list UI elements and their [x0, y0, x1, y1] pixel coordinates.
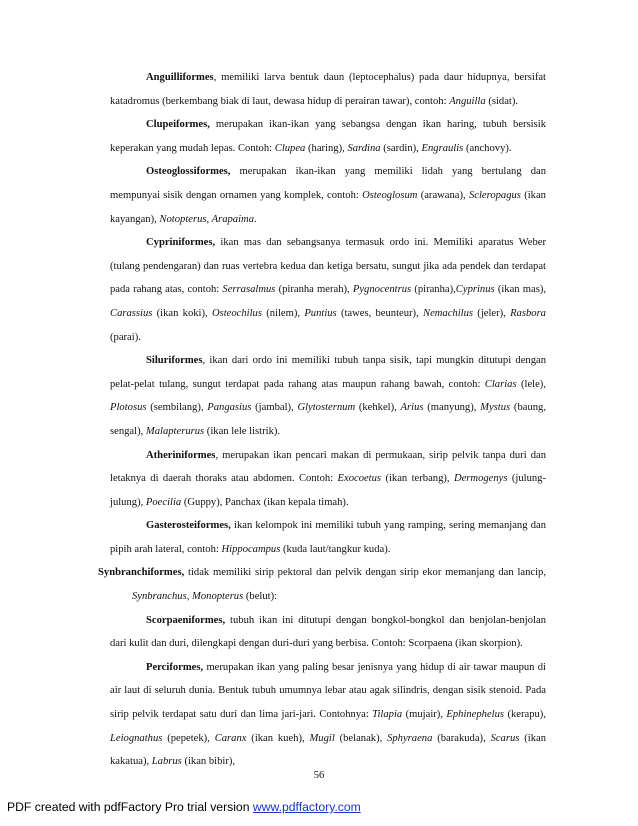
species-name: Nemachilus [423, 307, 474, 319]
order-name: Clupeiformes, [146, 119, 210, 131]
text-run: merupakan ikan-ikan yang sebangsa dengan ikan haring, tubuh bersisik keperakan yang mudah lepas. Contoh: [110, 119, 546, 154]
text-run: (parai). [110, 331, 141, 343]
text-run: (belanak), [334, 732, 388, 744]
text-run: (ikan bibir), [181, 756, 236, 768]
order-name: Perciformes, [146, 661, 204, 673]
species-name: Tilapia [372, 709, 403, 721]
text-run: (tawes, beunteur), [336, 307, 423, 319]
text-run: , memiliki larva bentuk daun (leptocephalus) pada daur hidupnya, bersifat katadromus (berkembang biak di laut, dewasa hidup di perairan tawar), contoh: [110, 72, 546, 107]
species-name: Clupea [274, 142, 306, 154]
text-run: (ikan koki), [152, 307, 212, 319]
order-name: Anguilliformes [146, 72, 214, 83]
text-run: (sardin), [380, 142, 422, 154]
text-run: (manyung), [423, 402, 481, 414]
body-text [98, 66, 547, 774]
text-run: , ikan dari ordo ini memiliki tubuh tanpa sisik, tapi mungkin ditutupi dengan pelat-pelat tulang, sungut terdapat pada rahang atas maupun rahang bawah, contoh: [110, 355, 546, 390]
text-run: . [254, 213, 257, 225]
text-run: (ikan kayangan), [110, 189, 546, 225]
order-name: Siluriformes [146, 355, 203, 367]
species-name: Notopterus, Arapaima [159, 213, 254, 225]
order-name: Atheriniformes [146, 449, 216, 461]
species-name: Engraulis [421, 142, 464, 154]
species-name: Osteochilus [211, 307, 262, 319]
text-run: ikan kelompok ini memiliki tubuh yang ramping, sering memanjang dan pipih arah lateral, contoh: [110, 520, 546, 555]
text-run: (sembilang), [146, 402, 208, 414]
text-run: (kehkel), [355, 402, 401, 414]
species-name: Dermogenys [453, 473, 508, 485]
page-number: 56 [313, 770, 325, 781]
text-run: (baung, sengal), [110, 402, 546, 437]
species-name: Exocoetus [337, 473, 382, 485]
text-run: (ikan kueh), [246, 732, 310, 744]
order-name: Cypriniformes, [146, 237, 216, 249]
paragraph [110, 160, 546, 231]
paragraph [110, 349, 546, 443]
text-run: merupakan ikan yang paling besar jenisnya yang hidup di air tawar maupun di air laut di seluruh dunia. Bentuk tubuh umumnya lebar atau agak silindris, dengan sisik stenoid. Pada sirip pelvik terdapat satu duri dan lima jari-jari. Contohnya: [110, 661, 546, 721]
species-name: Hippocampus [221, 543, 281, 555]
paragraph [110, 444, 546, 515]
pdf-footer [7, 800, 361, 814]
species-name: Carassius [110, 307, 153, 319]
species-name: Sardina [347, 142, 381, 154]
order-name: Synbranchiformes, [98, 567, 185, 579]
footer-link[interactable]: www.pdffactory.com [252, 800, 361, 814]
species-name: Cyprinus [455, 284, 495, 296]
text-run: (Guppy), Panchax (ikan kepala timah). [181, 496, 349, 508]
text-run: (kerapu), [504, 709, 546, 721]
species-name: Scleropagus [468, 189, 521, 201]
text-run: (lele), [516, 378, 546, 390]
species-name: Malapterurus [145, 425, 205, 437]
text-run: (piranha merah), [275, 284, 353, 296]
text-run: (sidat). [485, 95, 519, 107]
text-run: (ikan terbang), [381, 473, 454, 485]
species-name: Mugil [309, 732, 335, 744]
text-run: (pepetek), [162, 732, 215, 744]
order-name: Scorpaeniformes, [146, 614, 226, 626]
text-run: (barakuda), [432, 732, 491, 744]
species-name: Monopterus [192, 591, 244, 603]
text-run: (mujair), [402, 709, 447, 721]
text-run: (kuda laut/tangkur kuda). [280, 543, 391, 555]
paragraph [110, 66, 546, 113]
text-run: (arawana), [417, 189, 469, 201]
paragraph [110, 231, 546, 349]
species-name: Osteoglosum [362, 189, 418, 201]
footer-text: PDF created with pdfFactory Pro trial version [7, 800, 253, 814]
species-name: Serrasalmus [222, 284, 276, 296]
text-run: (nilem), [261, 307, 305, 319]
species-name: Mystus [480, 402, 511, 414]
text-run: , [186, 591, 193, 603]
species-name: Labrus [151, 756, 182, 768]
species-name: Clarias [484, 378, 517, 390]
text-run: merupakan ikan-ikan yang memiliki lidah yang bertulang dan mempunyai sisik dengan ornamen yang komplek, contoh: [110, 166, 546, 201]
text-run: (ikan kakatua), [110, 732, 546, 768]
species-name: Sphyraena [387, 732, 433, 744]
species-name: Poecilia [145, 496, 182, 508]
text-run: (ikan mas), [494, 284, 547, 296]
species-name: Synbranchus [132, 591, 187, 603]
text-run: (anchovy). [463, 142, 512, 154]
paragraph [98, 561, 546, 608]
text-run: tubuh ikan ini ditutupi dengan bongkol-bongkol dan benjolan-benjolan dari kulit dan duri, dilengkapi dengan duri-duri yang berbisa. Contoh: Scorpaena (ikan skorpion). [110, 614, 546, 650]
text-run: (belut): [243, 591, 278, 603]
text-run: (jeler), [473, 307, 511, 319]
species-name: Rasbora [510, 307, 546, 319]
text-run: tidak memiliki sirip pektoral dan pelvik dengan sirip ekor memanjang dan lancip, [184, 567, 546, 579]
paragraph [110, 609, 546, 656]
species-name: Scarus [490, 732, 520, 744]
species-name: Pygnocentrus [352, 284, 412, 296]
paragraph [110, 113, 546, 160]
text-run: (haring), [305, 142, 348, 154]
paragraph [110, 656, 546, 774]
species-name: Arius [400, 402, 424, 414]
text-run: (jambal), [251, 402, 298, 414]
species-name: Plotosus [110, 402, 147, 414]
species-name: Ephinephelus [446, 709, 505, 721]
text-run: (piranha), [411, 284, 456, 296]
order-name: Osteoglossiformes, [146, 166, 231, 178]
species-name: Leiognathus [110, 732, 163, 744]
text-run: (julung-julung), [110, 473, 547, 508]
text-run: , merupakan ikan pencari makan di permukaan, sirip pelvik tanpa duri dan letaknya di daerah thoraks atau abdomen. Contoh: [110, 449, 546, 485]
species-name: Pangasius [207, 402, 252, 414]
text-run: (ikan lele listrik). [204, 425, 281, 437]
paragraph [110, 514, 546, 561]
species-name: Glytosternum [297, 402, 356, 414]
species-name: Anguilla [449, 95, 486, 107]
text-run: ikan mas dan sebangsanya termasuk ordo ini. Memiliki aparatus Weber (tulang pendengaran) dan ruas vertebra kedua dan ketiga bersatu, sungut jika ada pendek dan terdapat pada rahang atas, contoh: [110, 237, 546, 296]
species-name: Puntius [304, 307, 337, 319]
order-name: Gasterosteiformes, [146, 520, 231, 532]
species-name: Caranx [214, 732, 247, 744]
